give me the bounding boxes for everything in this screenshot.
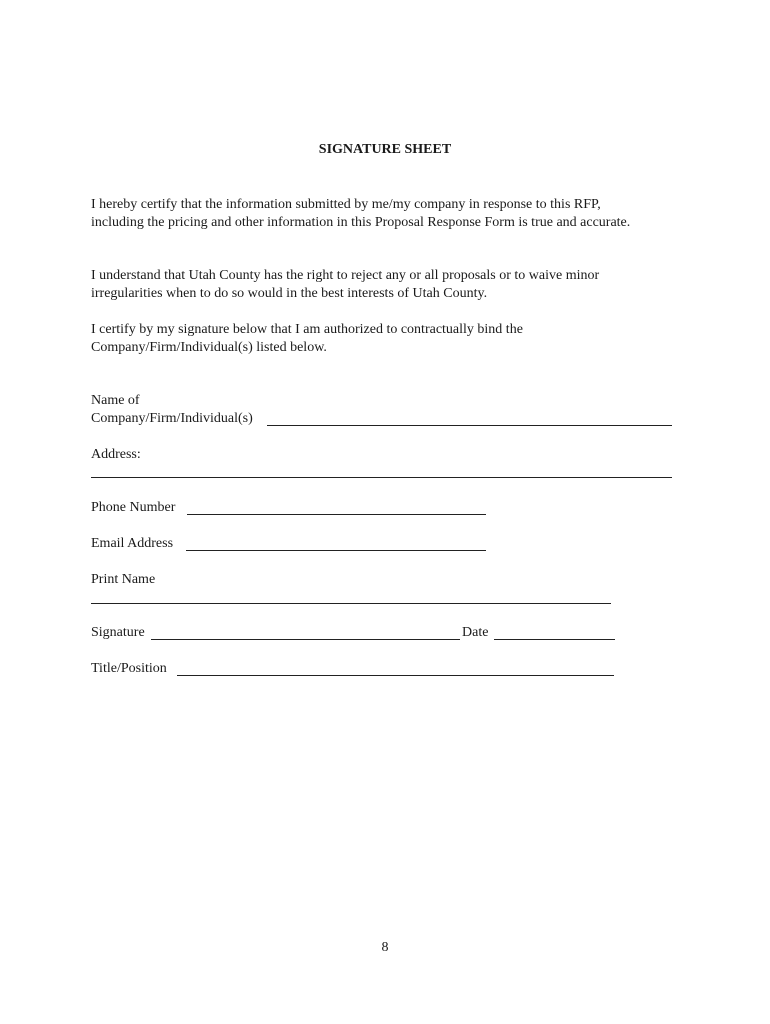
certification-line-1: I hereby certify that the information submitted by me/my company in response to this RFP, <box>91 197 601 212</box>
certification-line-2: including the pricing and other information in this Proposal Response Form is true and accurate. <box>91 215 631 230</box>
title-position-label: Title/Position <box>91 661 167 676</box>
address-label: Address: <box>91 447 141 462</box>
page-title: SIGNATURE SHEET <box>318 142 452 157</box>
email-field[interactable] <box>186 550 486 551</box>
phone-label: Phone Number <box>91 500 176 515</box>
date-label: Date <box>462 625 489 640</box>
email-label: Email Address <box>91 536 174 551</box>
date-field[interactable] <box>494 639 615 640</box>
page-number: 8 <box>381 940 389 955</box>
print-name-label: Print Name <box>91 572 156 587</box>
rights-paragraph <box>91 267 691 303</box>
authorization-paragraph <box>91 321 691 357</box>
rights-line-2: irregularities when to do so would in the best interests of Utah County. <box>91 286 488 301</box>
certification-paragraph <box>91 196 691 232</box>
authorization-line-1: I certify by my signature below that I am authorized to contractually bind the <box>91 322 523 337</box>
print-name-field[interactable] <box>91 603 611 604</box>
authorization-line-2: Company/Firm/Individual(s) listed below. <box>91 340 327 355</box>
title-position-field[interactable] <box>177 675 614 676</box>
address-field[interactable] <box>91 477 672 478</box>
company-name-label: Company/Firm/Individual(s) <box>91 411 253 426</box>
phone-field[interactable] <box>187 514 486 515</box>
company-name-field[interactable] <box>267 425 672 426</box>
signature-field[interactable] <box>151 639 460 640</box>
signature-label: Signature <box>91 625 145 640</box>
company-name-label-top: Name of <box>91 393 140 408</box>
rights-line-1: I understand that Utah County has the right to reject any or all proposals or to waive minor <box>91 268 600 283</box>
